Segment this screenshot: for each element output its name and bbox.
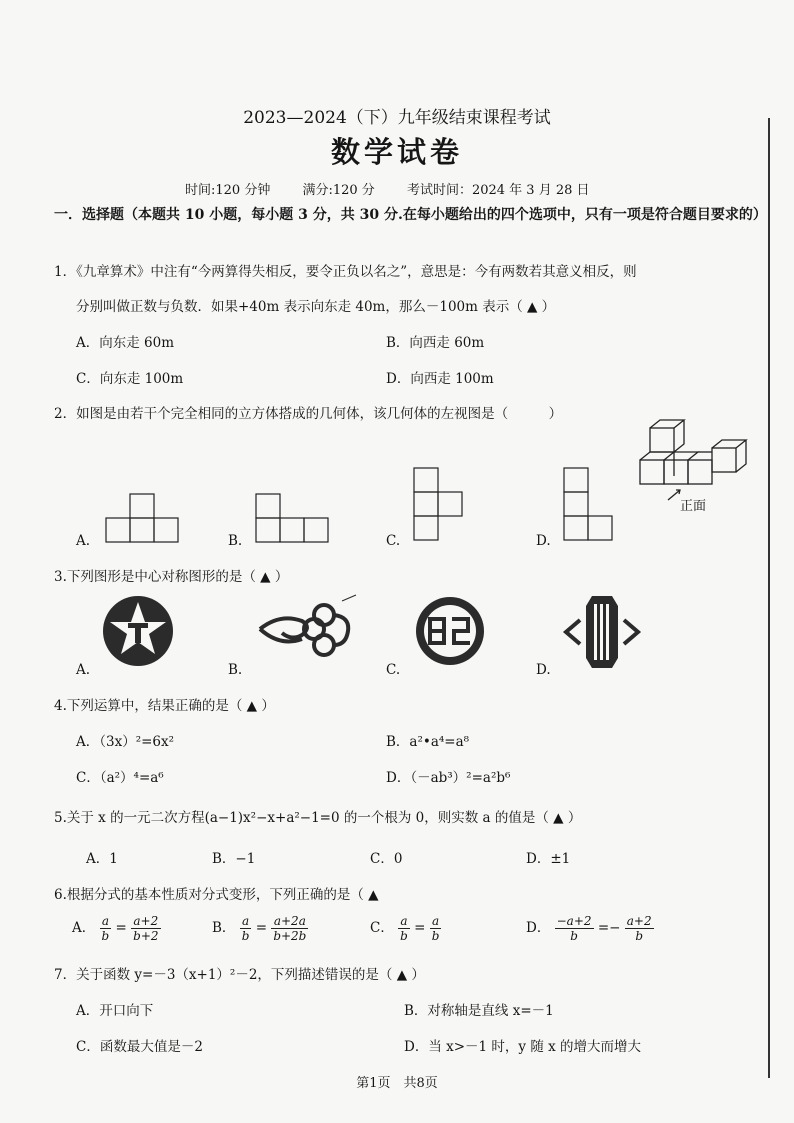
q1-option-b: B．向西走 60m xyxy=(386,335,485,351)
q2-option-c-label: C. xyxy=(386,533,401,549)
subject-title: 数学试卷 xyxy=(330,135,463,169)
q3-option-a-figure xyxy=(100,593,176,669)
exam-full-score: 满分:120 分 xyxy=(302,183,375,198)
q4-option-d: D．（－ab³）²=a²b⁶ xyxy=(386,770,511,786)
q6-a-rhs-fraction: $\frac{a+2}{b+2}$ xyxy=(133,914,159,943)
q2-stem: 2．如图是由若干个完全相同的立方体搭成的几何体，该几何体的左视图是（ ） xyxy=(54,406,563,422)
q7-option-d: D．当 x>－1 时，y 随 x 的增大而增大 xyxy=(404,1039,642,1055)
q4-option-b: B．a²•a⁴=a⁸ xyxy=(386,734,470,750)
q3-option-c-figure xyxy=(414,595,486,667)
q4-stem: 4.下列运算中，结果正确的是（ ▲ ） xyxy=(54,698,275,714)
q7-option-b: B．对称轴是直线 x=－1 xyxy=(404,1003,554,1019)
q6-d-lhs-fraction: $\frac{-a+2}{b}$ xyxy=(556,914,592,943)
q1-stem-line1: 1．《九章算术》中注有“今两算得失相反，要令正负以名之”，意思是：今有两数若其意义相反，则 xyxy=(54,264,637,280)
scan-edge-line xyxy=(768,118,770,1078)
q6-option-b-label: B． xyxy=(212,920,236,936)
q6-a-equals: = xyxy=(115,920,127,936)
q3-option-a-label: A. xyxy=(76,662,91,678)
q6-option-d xyxy=(526,914,654,943)
q6-b-equals: = xyxy=(255,920,268,936)
q4-option-c: C．（a²）⁴=a⁶ xyxy=(76,770,164,786)
q6-option-a xyxy=(72,914,161,943)
q3-option-c-label: C. xyxy=(386,662,401,678)
q6-stem: 6.根据分式的基本性质对分式变形，下列正确的是（ ▲ xyxy=(54,887,379,903)
q5-option-b: B．−1 xyxy=(212,851,256,867)
q6-a-lhs-fraction: $\frac{a}{b}$ xyxy=(101,914,110,943)
q6-c-rhs-fraction: $\frac{a}{b}$ xyxy=(431,914,440,943)
q3-option-d-label: D. xyxy=(536,662,551,678)
exam-title: 2023—2024（下）九年级结束课程考试 xyxy=(243,108,551,128)
q5-option-d: D．±1 xyxy=(526,851,571,867)
exam-date: 考试时间：2024 年 3 月 28 日 xyxy=(406,183,590,198)
q1-option-c: C．向东走 100m xyxy=(76,371,184,387)
q2-front-label: 正面 xyxy=(680,499,707,514)
q2-option-b-label: B. xyxy=(228,533,243,549)
q5-option-a: A．1 xyxy=(86,851,118,867)
q6-option-d-label: D． xyxy=(526,920,551,936)
q6-b-lhs-fraction: $\frac{a}{b}$ xyxy=(241,914,250,943)
q6-option-a-label: A． xyxy=(72,920,96,936)
q2-option-a-label: A. xyxy=(76,533,91,549)
q3-option-d-figure xyxy=(560,592,644,672)
q1-option-a: A．向东走 60m xyxy=(76,335,175,351)
q6-c-equals: = xyxy=(414,920,426,936)
q2-option-a-view xyxy=(104,492,184,544)
q7-option-c: C．函数最大值是－2 xyxy=(76,1039,203,1055)
q6-d-equals: =− xyxy=(597,920,621,936)
exam-duration: 时间:120 分钟 xyxy=(185,183,271,198)
q5-option-c: C．0 xyxy=(370,851,403,867)
q1-stem-line2: 分别叫做正数与负数．如果+40m 表示向东走 40m，那么－100m 表示（ ▲ ） xyxy=(76,299,556,315)
exam-meta xyxy=(185,179,618,198)
q7-stem: 7．关于函数 y=－3（x+1）²－2，下列描述错误的是（ ▲ ） xyxy=(54,967,425,983)
section-heading: 一．选择题（本题共 10 小题，每小题 3 分，共 30 分.在每小题给出的四个选项中，只有一项是符合题目要求的） xyxy=(54,207,767,223)
q2-option-d-view xyxy=(562,466,622,544)
q3-option-b-label: B. xyxy=(228,662,243,678)
q7-option-a: A．开口向下 xyxy=(76,1003,154,1019)
q6-option-b xyxy=(212,914,308,943)
q3-option-b-figure xyxy=(252,593,362,669)
q2-option-c-view xyxy=(412,466,472,544)
q6-option-c xyxy=(370,914,441,943)
q6-option-c-label: C． xyxy=(370,920,394,936)
q3-stem: 3.下列图形是中心对称图形的是（ ▲ ） xyxy=(54,569,289,585)
q1-option-d: D．向西走 100m xyxy=(386,371,494,387)
q2-option-d-label: D. xyxy=(536,533,551,549)
q6-c-lhs-fraction: $\frac{a}{b}$ xyxy=(400,914,408,943)
page-number: 第1页 共8页 xyxy=(356,1076,438,1091)
q6-b-rhs-fraction: $\frac{a+2a}{b+2b}$ xyxy=(273,914,307,943)
q5-stem: 5.关于 x 的一元二次方程(a−1)x²−x+a²−1=0 的一个根为 0，则实数 a 的值是（ ▲ ） xyxy=(54,810,582,826)
q6-d-rhs-fraction: $\frac{a+2}{b}$ xyxy=(626,914,652,943)
q4-option-a: A．（3x）²=6x² xyxy=(76,734,175,750)
q2-option-b-view xyxy=(254,492,334,544)
